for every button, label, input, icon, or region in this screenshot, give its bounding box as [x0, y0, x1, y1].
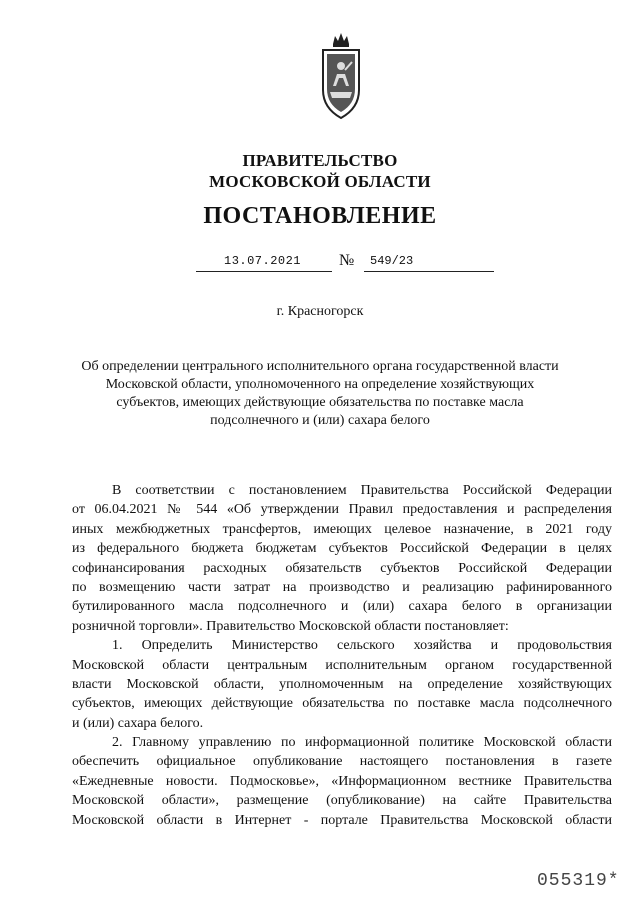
body-line: Московской области», размещение (опубликование) на сайте Правительства — [72, 793, 612, 809]
body-line: бутилированного масла подсолнечного и (или) сахара белого в организации — [72, 599, 612, 615]
body-line: 1. Определить Министерство сельского хозяйства и продовольствия — [112, 638, 612, 654]
document-date: 13.07.2021 — [224, 254, 302, 268]
body-line: Московской области центральным исполнительным органом государственной — [72, 657, 612, 673]
document-number: 549/23 — [370, 254, 414, 268]
title-line: подсолнечного и (или) сахара белого — [210, 413, 430, 428]
body-line: по возмещению части затрат на производство и реализацию рафинированного — [72, 579, 612, 595]
date-underline — [196, 271, 332, 272]
body-line: Московской области в Интернет - портале Правительства Московской области — [72, 812, 612, 828]
number-underline — [364, 271, 494, 272]
body-line: розничной торговли». Правительство Московской области постановляет: — [72, 618, 509, 634]
title-line: субъектов, имеющих действующие обязательства по поставке масла — [116, 395, 524, 410]
body-line: из федерального бюджета бюджетам субъектов Российской Федерации в целях — [72, 541, 612, 557]
body-line: «Ежедневные новости. Подмосковье», «Информационном вестнике Правительства — [72, 773, 612, 789]
title-line: Об определении центрального исполнительного органа государственной власти — [81, 359, 559, 374]
document-title — [60, 358, 580, 430]
body-line: иных межбюджетных трансфертов, имеющих целевое назначение, в 2021 году — [72, 521, 612, 537]
body-line: власти Московской области, уполномоченным на определение хозяйствующих — [72, 676, 612, 692]
document-meta — [0, 253, 640, 273]
body-line: софинансирования расходных обязательств субъектов Российской Федерации — [72, 560, 612, 576]
body-line: обеспечить официальное опубликование настоящего постановления в газете — [72, 754, 612, 770]
organization-name-line1: ПРАВИТЕЛЬСТВО — [242, 151, 398, 170]
body-line: от 06.04.2021 № 544 «Об утверждении Правил предоставления и распределения — [72, 502, 612, 518]
number-sign: № — [339, 252, 355, 269]
document-body — [72, 481, 612, 830]
body-line: и (или) сахара белого. — [72, 715, 204, 731]
coat-of-arms-icon — [321, 30, 361, 122]
body-line: 2. Главному управлению по информационной политике Московской области — [112, 735, 612, 751]
city: г. Красногорск — [276, 304, 364, 319]
document-type: ПОСТАНОВЛЕНИЕ — [203, 203, 437, 229]
body-line: субъектов, имеющих действующие обязательства по поставке масла подсолнечного — [72, 696, 612, 712]
registration-stamp: 055319* — [537, 871, 620, 891]
body-line: В соответствии с постановлением Правительства Российской Федерации — [112, 483, 612, 498]
title-line: Московской области, уполномоченного на определение хозяйствующих — [105, 377, 535, 392]
organization-name-line2: МОСКОВСКОЙ ОБЛАСТИ — [209, 172, 431, 191]
